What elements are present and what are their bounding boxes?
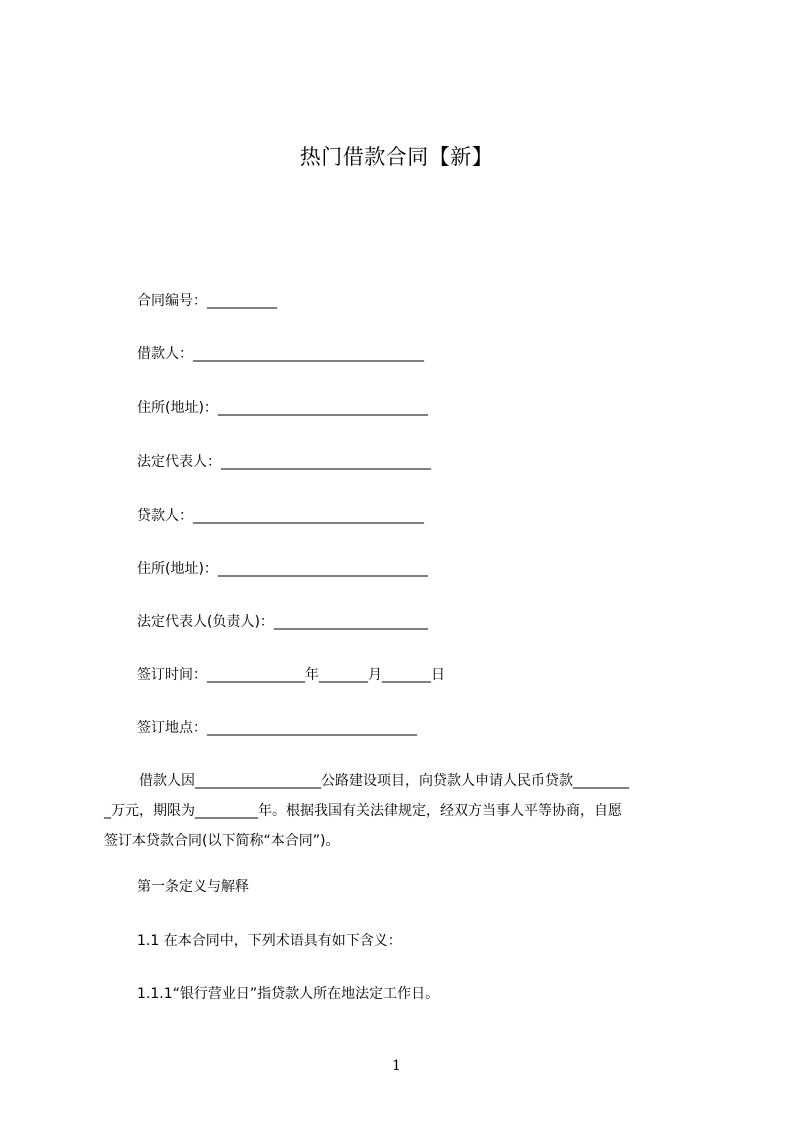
signing-date-field: 签订时间：______________年_______月_______日: [137, 667, 445, 683]
document-title: 热门借款合同【新】: [299, 145, 494, 169]
lender-field: 贷款人：_________________________________: [137, 508, 424, 524]
intro-line-1: 借款人因__________________公路建设项目，向贷款人申请人民币贷款________: [139, 773, 629, 789]
borrower-field: 借款人：_________________________________: [137, 346, 424, 362]
intro-line-2: _万元，期限为_________年。根据我国有关法律规定，经双方当事人平等协商，自愿: [104, 803, 622, 819]
lender-address-field: 住所(地址)：______________________________: [137, 561, 428, 577]
borrower-address-field: 住所(地址)：______________________________: [137, 400, 428, 416]
article-1-heading: 第一条定义与解释: [137, 879, 249, 895]
intro-paragraph: [104, 766, 704, 856]
contract-number-field: 合同编号：__________: [137, 293, 277, 309]
clause-1-1-1: 1.1.1“银行营业日”指贷款人所在地法定工作日。: [137, 986, 440, 1002]
lender-representative-field: 法定代表人(负责人)：______________________: [137, 614, 428, 630]
borrower-representative-field: 法定代表人：______________________________: [137, 454, 431, 470]
clause-1-1: 1.1 在本合同中，下列术语具有如下含义：: [137, 933, 402, 949]
page-number: 1: [392, 1058, 401, 1074]
signing-place-field: 签订地点：______________________________: [137, 720, 417, 736]
intro-line-3: 签订本贷款合同(以下简称“本合同”)。: [104, 833, 340, 849]
